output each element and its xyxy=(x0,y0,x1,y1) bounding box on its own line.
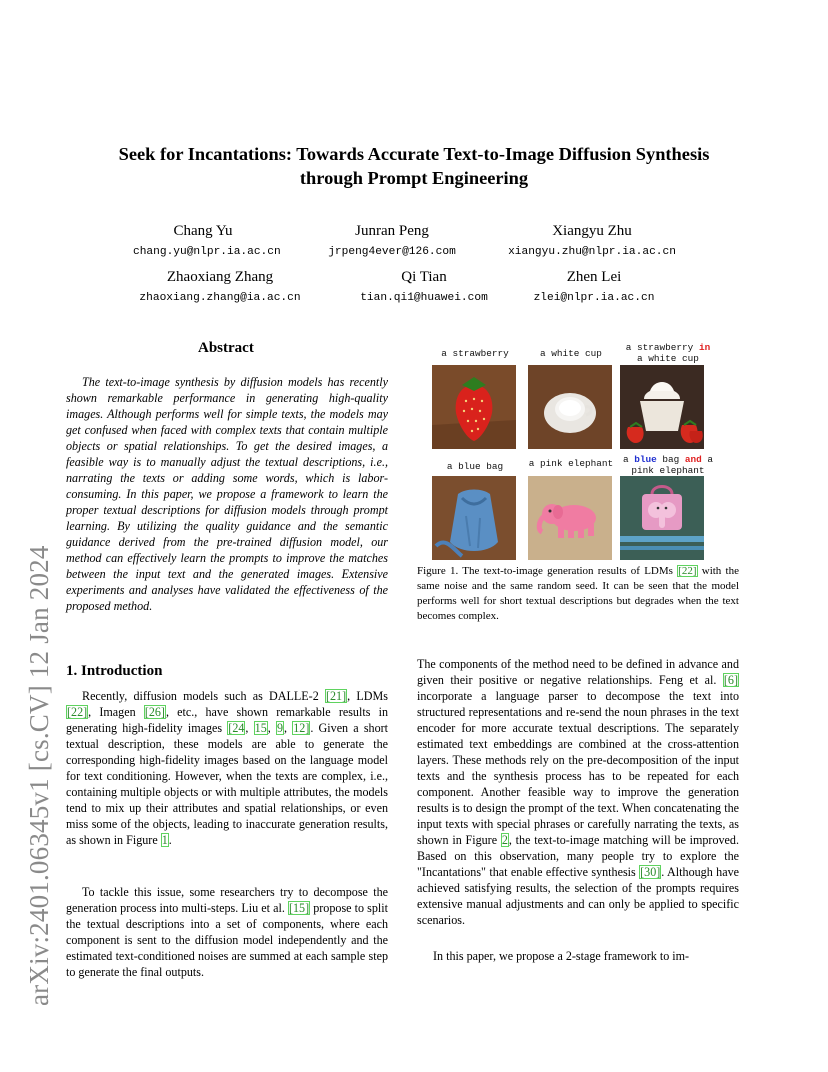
paper-title xyxy=(60,142,768,190)
author-name: Zhaoxiang Zhang xyxy=(166,269,274,285)
author-email[interactable]: zlei@nlpr.ia.ac.cn xyxy=(533,292,655,304)
figure-link[interactable]: 2 xyxy=(501,833,508,847)
text: propose to split the textual descriptions into a set of components, where each component is sent to the diffusion model independently and the estimated text-conditioned noises are summed at each sample step to generate the final outputs. xyxy=(66,901,388,979)
citation-link[interactable]: 12] xyxy=(293,721,310,735)
figure-caption xyxy=(417,564,739,624)
citation-link[interactable]: [26] xyxy=(144,705,165,719)
author-email[interactable]: xiangyu.zhu@nlpr.ia.ac.cn xyxy=(508,246,676,258)
text: The components of the method need to be defined in advance and given their positive or negative relationships. Feng et al. xyxy=(417,657,739,687)
abstract-heading: Abstract xyxy=(198,340,254,356)
label-text: a xyxy=(622,454,635,465)
citation-link[interactable]: 15 xyxy=(254,721,267,735)
author-3 xyxy=(497,222,687,259)
citation-link[interactable]: 9 xyxy=(276,721,283,735)
figure-label-white-cup: a white cup xyxy=(540,348,602,359)
text: . xyxy=(168,833,172,847)
citation-link[interactable]: [22] xyxy=(67,705,88,719)
image-pink-elephant xyxy=(528,476,612,560)
citation-link[interactable]: [30] xyxy=(640,865,661,879)
title-line-2: through Prompt Engineering xyxy=(299,168,529,188)
author-6 xyxy=(524,268,664,305)
label-keyword-blue: blue xyxy=(634,454,657,465)
author-1 xyxy=(133,222,281,259)
image-strawberry xyxy=(432,365,516,449)
intro-paragraph-3 xyxy=(417,656,739,928)
figure-label-strawberry-in-cup xyxy=(613,342,723,364)
author-name: Zhen Lei xyxy=(566,269,622,285)
text: , Imagen xyxy=(88,705,144,719)
author-name: Chang Yu xyxy=(173,223,233,239)
image-strawberry-in-cup xyxy=(620,365,704,449)
text: , xyxy=(284,721,293,735)
text: , the text-to-image matching will be improved. Based on this observation, many people try to explore the "Incantations" that enable effective synthesis xyxy=(417,833,739,879)
author-5 xyxy=(344,268,504,305)
label-keyword: in xyxy=(698,342,711,353)
text: incorporate a language parser to decompose the text into structured representations and re-send the noun phrases in the text encoder for more accurate textual descriptions. The separately estimated text embeddings are combined at the cross-attention layers. These methods rely on the pre-decomposition of the input texts and the synthesis process has to be repeated for each component. Another feasible way to improve the generation results is to design the prompt of the text. When concatenating the input texts with special phrases or carefully narrating the texts, as shown in Figure xyxy=(417,689,739,847)
text: , xyxy=(245,721,254,735)
figure-label-blue-bag: a blue bag xyxy=(446,461,504,472)
text: Recently, diffusion models such as DALLE-2 xyxy=(82,689,325,703)
intro-paragraph-2 xyxy=(66,884,388,980)
citation-link[interactable]: [6] xyxy=(723,673,738,687)
figure-link[interactable]: 1 xyxy=(161,833,168,847)
label-text: a strawberry xyxy=(625,342,699,353)
image-blue-bag xyxy=(432,476,516,560)
label-text: a white cup xyxy=(637,353,699,364)
label-text: a xyxy=(701,454,714,465)
author-email[interactable]: jrpeng4ever@126.com xyxy=(328,246,456,258)
label-text: bag xyxy=(656,454,685,465)
citation-link[interactable]: [15] xyxy=(288,901,310,915)
author-4 xyxy=(125,268,315,305)
author-email[interactable]: chang.yu@nlpr.ia.ac.cn xyxy=(133,246,281,258)
title-line-1: Seek for Incantations: Towards Accurate Text-to-Image Diffusion Synthesis xyxy=(118,144,710,164)
citation-link[interactable]: [24 xyxy=(228,721,245,735)
text: To tackle this issue, some researchers try to decompose the generation process into multi-steps. Liu et al. xyxy=(66,885,388,915)
caption-text: with the same noise and the same random seed. It can be seen that the model performs well for short textual descriptions but degrades when the text becomes complex. xyxy=(417,565,739,622)
figure-label-strawberry: a strawberry xyxy=(441,348,509,359)
text: , etc., have shown remarkable results in generating high-fidelity images xyxy=(66,705,388,735)
caption-text: Figure 1. The text-to-image generation results of LDMs xyxy=(417,565,678,577)
author-name: Qi Tian xyxy=(401,269,447,285)
intro-paragraph-1 xyxy=(66,688,388,848)
text: , LDMs xyxy=(347,689,388,703)
label-keyword-and: and xyxy=(684,454,702,465)
author-name: Junran Peng xyxy=(355,223,429,239)
arxiv-identifier: arXiv:2401.06345v1 [cs.CV] 12 Jan 2024 xyxy=(24,545,54,1006)
text: . Although have achieved satisfying results, the selection of the prompts requires extensive manual adjustments and can only be applied to specific scenarios. xyxy=(417,865,739,927)
text: . Given a short textual description, these models are able to generate the corresponding high-fidelity images based on the language model for text conditioning. However, when the texts are complex, i.e., containing multiple objects or with multiple attributes, the models tend to mix up their attributes and spatial relationships, or even miss some of the objects, leading to inaccurate generation results, as shown in Figure xyxy=(66,721,389,847)
abstract-text: The text-to-image synthesis by diffusion models has recently shown remarkable performance in generating high-quality images. Although performs well for simple texts, the models may get confused when faced with complex texts that contain multiple objects or spatial relationships. To get the desired images, a feasible way is to manually adjust the textual descriptions, i.e., narrating the texts or adding some words, which is labor-consuming. In this paper, we propose a framework to learn the proper textual descriptions for diffusion models through prompt learning. By utilizing the quality guidance and the semantic guidance derived from the pre-trained diffusion model, our method can effectively learn the prompts to improve the matches between the input text and the generated images. Extensive experiments and analyses have validated the effectiveness of the proposed method. xyxy=(66,375,388,613)
label-text: pink elephant xyxy=(631,465,705,476)
author-email[interactable]: tian.qi1@huawei.com xyxy=(360,292,488,304)
figure-label-bag-and-elephant xyxy=(613,454,723,476)
intro-paragraph-4: In this paper, we propose a 2-stage framework to im- xyxy=(433,949,690,963)
section-heading-introduction: 1. Introduction xyxy=(66,663,163,679)
author-email[interactable]: zhaoxiang.zhang@ia.ac.cn xyxy=(139,292,301,304)
figure-label-pink-elephant: a pink elephant xyxy=(528,458,614,469)
text: , xyxy=(267,721,276,735)
author-name: Xiangyu Zhu xyxy=(552,223,632,239)
image-white-cup xyxy=(528,365,612,449)
citation-link[interactable]: [21] xyxy=(325,689,347,703)
citation-link[interactable]: [22] xyxy=(678,565,697,577)
image-bag-and-elephant xyxy=(620,476,704,560)
author-2 xyxy=(312,222,472,259)
